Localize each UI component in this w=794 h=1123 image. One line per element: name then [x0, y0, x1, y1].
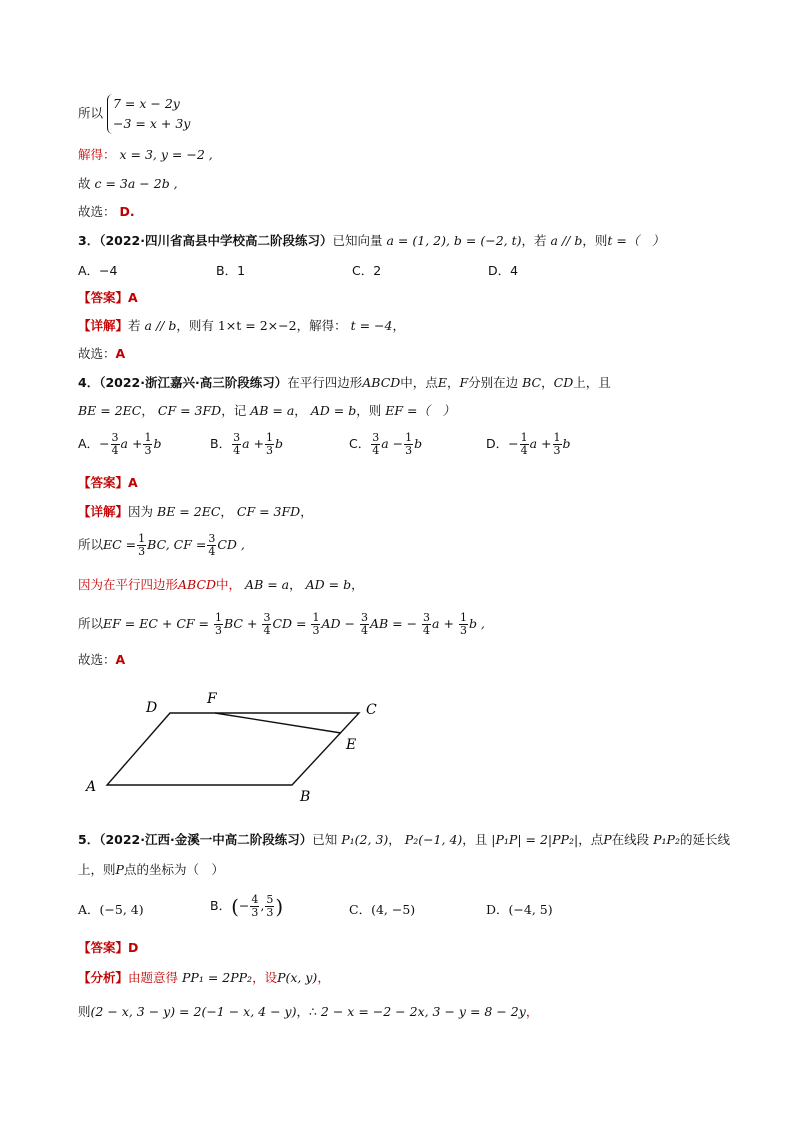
q4-so2-f2d: 4: [263, 624, 271, 637]
q5-source: （2022·江西·金溪一中高二阶段练习）: [99, 832, 313, 847]
label-a: A: [86, 779, 97, 795]
q4-so1-frac1-den: 3: [138, 545, 146, 558]
q4-option-c-letter: C．: [349, 436, 371, 451]
q5-option-b-frac2: [265, 894, 274, 919]
q5-text5: 的延长线: [679, 832, 730, 847]
q4-so1-frac1-num: 1: [138, 532, 146, 545]
q5-then-eq: (2 − x, 3 − y) = 2(−1 − x, 4 − y): [90, 1004, 297, 1019]
q4-option-b-num2: 1: [265, 431, 273, 444]
q4-because-comma: ，: [289, 577, 302, 592]
q4-so2-f5d: 4: [423, 624, 431, 637]
q5-then-b: ，∴: [296, 1004, 317, 1019]
q3-detail-eq: 1×t = 2×−2: [217, 318, 297, 333]
q4-option-d-vec: b: [562, 436, 571, 451]
q5-option-b-comma: ,: [260, 898, 265, 913]
q5-option-c[interactable]: C．(4, −5): [349, 902, 416, 917]
q5-answer: D: [128, 940, 139, 955]
q4-because-mid: 中，: [216, 577, 242, 592]
q4-option-d-num1: 1: [520, 431, 528, 444]
q3-detail-end: ，: [392, 318, 405, 333]
q4-option-b-den1: 4: [233, 444, 241, 457]
q4-text4: 上，且: [573, 375, 611, 390]
q5-option-d[interactable]: D．(−4, 5): [486, 902, 553, 917]
q4-because-end: ，: [351, 577, 364, 592]
q4-number: 4．: [78, 375, 100, 390]
q5-stem-line2: [78, 861, 224, 879]
q5-option-b-f1n: 4: [251, 893, 259, 906]
q3-answer: A: [128, 290, 138, 305]
q3-parallel: a // b: [550, 233, 583, 248]
q4-detail-label: 【详解】: [78, 504, 129, 519]
q4-so2-f4n: 3: [360, 611, 368, 624]
q4-comma-3: ，: [141, 403, 154, 418]
suoyi-text: 所以: [78, 105, 104, 121]
q5-analysis-end: ，: [317, 970, 330, 985]
q4-option-a-sign: −: [99, 436, 110, 451]
q4-cond-be: BE = 2EC: [78, 403, 142, 418]
q5-p2: P₂(−1, 4): [404, 832, 463, 847]
q5-text2: ，且: [462, 832, 488, 847]
q5-analysis-label: 【分析】: [78, 970, 129, 985]
q4-option-b-vec: b: [274, 436, 283, 451]
q3-detail-c: ，解得：: [296, 318, 347, 333]
q5-option-b-letter: B．: [210, 898, 232, 913]
q4-so1-b: BC, CF =: [147, 537, 207, 552]
q4-cond-cf: CF = 3FD: [157, 403, 222, 418]
label-c: C: [366, 702, 377, 718]
q3-ask: t =（ ）: [607, 233, 665, 248]
q5-analysis-eq: PP₁ = 2PP₂: [182, 970, 253, 985]
q3-vectors: a = (1, 2), b = (−2, t): [386, 233, 522, 248]
therefore-label: 故: [78, 176, 91, 191]
q4-option-b-letter: B．: [210, 436, 232, 451]
q5-text3: ，点: [578, 832, 604, 847]
q4-detail-end: ，: [300, 504, 313, 519]
q4-text1: 在平行四边形: [287, 375, 363, 390]
q4-def-ab: AB = a: [250, 403, 295, 418]
q4-option-a-letter: A．: [78, 436, 100, 451]
q4-detail-eq1: BE = 2EC: [157, 504, 221, 519]
q5-option-b-minus: −: [238, 898, 250, 913]
q4-option-c-mid: a −: [381, 436, 404, 451]
q3-text-a: 已知向量: [332, 233, 383, 248]
q4-detail-comma: ，: [220, 504, 233, 519]
q4-so1-c: CD ,: [217, 537, 245, 552]
q4-option-c-num1: 3: [372, 431, 380, 444]
q4-so2-label: 所以: [78, 616, 104, 631]
q3-detail-a: 若: [128, 318, 141, 333]
q3-number: 3．: [78, 233, 100, 248]
q4-option-a-den2: 3: [144, 444, 152, 457]
q4-answer-label: 【答案】: [78, 475, 129, 490]
q4-so2-expr: EF = EC + CF =: [103, 616, 210, 631]
q4-option-b-den2: 3: [265, 444, 273, 457]
q4-choose-label: 故选：: [78, 652, 116, 667]
q3-answer-label: 【答案】: [78, 290, 129, 305]
q5-answer-label: 【答案】: [78, 940, 129, 955]
q3-detail-b: ，则有: [176, 318, 214, 333]
q4-so2-f5n: 3: [423, 611, 431, 624]
q3-text-b: ，若: [521, 233, 547, 248]
q5-option-b-close: ): [275, 894, 284, 919]
q4-option-d-sign: −: [508, 436, 519, 451]
q4-option-a-mid: a +: [120, 436, 143, 451]
q5-comma: ，: [388, 832, 401, 847]
q4-option-c-den1: 4: [372, 444, 380, 457]
q4-text2: 中，点: [400, 375, 438, 390]
q4-so2-f1d: 3: [215, 624, 223, 637]
q5-cond: |P₁P| = 2|PP₂|: [491, 832, 579, 847]
q3-source: （2022·四川省高县中学校高二阶段练习）: [99, 233, 333, 248]
q4-text-ze: ，则: [356, 403, 382, 418]
q4-so1-frac2-den: 4: [208, 545, 216, 558]
q5-p1: P₁(2, 3): [341, 832, 389, 847]
q4-option-b-num1: 3: [233, 431, 241, 444]
q5-option-b-f2n: 5: [266, 893, 274, 906]
q4-option-d-letter: D．: [486, 436, 509, 451]
q3-option-c[interactable]: C．2: [352, 263, 382, 278]
choose-label: 故选：: [78, 204, 116, 219]
solve-value: x = 3, y = −2 ,: [119, 147, 213, 162]
q4-def-ad: AD = b: [310, 403, 357, 418]
q4-detail-text: 因为: [128, 504, 154, 519]
q4-so2-t6: b ,: [468, 616, 485, 631]
q4-because-eq2: AD = b: [305, 577, 352, 592]
q5-stem-line1: [78, 831, 730, 849]
q4-so2-t4: AB = −: [369, 616, 418, 631]
q4-point-f: F: [459, 375, 469, 390]
q4-so2-f3d: 3: [312, 624, 320, 637]
q4-so2-t1: BC +: [224, 616, 258, 631]
q5-text4: 在线段: [611, 832, 650, 847]
q5-line2-a: 上，则: [78, 862, 116, 877]
q4-so2-t2: CD =: [272, 616, 307, 631]
solve-label: 解得：: [78, 147, 116, 162]
q5-analysis-line: [78, 969, 330, 987]
q4-so2-f4d: 4: [360, 624, 368, 637]
q4-so2-f6n: 1: [459, 611, 467, 624]
q5-p: P: [603, 832, 612, 847]
q5-option-b-f1d: 3: [251, 906, 259, 919]
q4-side-cd: CD: [553, 375, 574, 390]
q5-analysis-a: 由题意得: [128, 970, 179, 985]
q4-option-d-den2: 3: [553, 444, 561, 457]
q4-because-abcd: ABCD: [178, 577, 217, 592]
q5-analysis-p: P(x, y): [277, 970, 318, 985]
q5-then-res: 2 − x = −2 − 2x, 3 − y = 8 − 2y: [320, 1004, 526, 1019]
system-eq-1: 7 = x − 2y: [113, 96, 180, 111]
q5-number: 5．: [78, 832, 100, 847]
choose-answer: D.: [119, 204, 135, 219]
q3-choose-label: 故选：: [78, 346, 116, 361]
q4-so1-a: EC =: [103, 537, 137, 552]
q5-then-line: [78, 1003, 538, 1021]
q5-option-b-frac1: [250, 894, 259, 919]
q4-comma-2: ，: [541, 375, 554, 390]
q4-option-a-num2: 1: [144, 431, 152, 444]
q4-so2-f2n: 3: [263, 611, 271, 624]
q5-option-b[interactable]: [210, 894, 283, 919]
q5-line2-end: 点的坐标为（ ）: [123, 862, 224, 877]
q4-so1-frac2-num: 3: [208, 532, 216, 545]
label-e: E: [346, 737, 357, 753]
q3-detail-label: 【详解】: [78, 318, 129, 333]
q4-comma: ，: [446, 375, 460, 390]
q4-option-d-mid: a +: [529, 436, 552, 451]
q4-because-eq1: AB = a: [245, 577, 290, 592]
label-d: D: [146, 700, 158, 716]
q3-option-d[interactable]: D．4: [488, 263, 519, 278]
q5-answer-line: [78, 939, 138, 957]
q4-text-ji: ，记: [221, 403, 247, 418]
q4-option-c-vec: b: [414, 436, 423, 451]
q5-option-b-open: (: [231, 894, 239, 919]
q4-option-b-mid: a +: [242, 436, 264, 451]
q3-detail-parallel: a // b: [144, 318, 177, 333]
q4-abcd: ABCD: [362, 375, 401, 390]
q4-so1-label: 所以: [78, 537, 104, 552]
q4-so2-f3n: 1: [312, 611, 320, 624]
q4-so2-t5: a +: [432, 616, 454, 631]
q5-analysis-b: ，设: [252, 970, 278, 985]
q3-option-a[interactable]: A．−4: [78, 263, 118, 278]
q4-option-a-num1: 3: [111, 431, 119, 444]
q4-detail-eq2: CF = 3FD: [236, 504, 301, 519]
system-eq-2: −3 = x + 3y: [113, 116, 191, 131]
q4-answer: A: [128, 475, 138, 490]
q5-seg: P₁P₂: [653, 832, 680, 847]
label-f: F: [207, 691, 217, 707]
q5-then-end: ，: [525, 1004, 539, 1019]
q5-line2-p: P: [115, 862, 124, 877]
q3-choose-answer: A: [115, 346, 126, 361]
label-b: B: [300, 789, 311, 805]
q4-point-e: E: [437, 375, 447, 390]
q3-text-c: ，则: [582, 233, 608, 248]
q5-text1: 已知: [312, 832, 338, 847]
segment-fe: [215, 713, 341, 733]
q4-side-bc: BC: [522, 375, 542, 390]
q4-because-text: 因为在平行四边形: [78, 577, 179, 592]
q4-option-d-den1: 4: [520, 444, 528, 457]
q4-option-d-num2: 1: [553, 431, 561, 444]
parallelogram-abcd: [107, 713, 359, 785]
q5-option-a[interactable]: A．(−5, 4): [78, 902, 144, 917]
therefore-value: c = 3a − 2b ,: [94, 176, 178, 191]
q3-detail-result: t = −4: [350, 318, 393, 333]
q4-choose-answer: A: [115, 652, 126, 667]
q4-text3: 分别在边: [468, 375, 519, 390]
q4-so2-t3: AD −: [321, 616, 355, 631]
q5-option-b-f2d: 3: [266, 906, 274, 919]
q4-so2-f1n: 1: [215, 611, 223, 624]
q4-so2-f6d: 3: [459, 624, 467, 637]
q4-comma-4: ，: [294, 403, 307, 418]
q4-ask-ef: EF =（ ）: [385, 403, 456, 418]
q4-option-a-den1: 4: [111, 444, 119, 457]
q4-source: （2022·浙江嘉兴·高三阶段练习）: [99, 375, 288, 390]
q3-option-b[interactable]: B．1: [216, 263, 246, 278]
q4-option-c-num2: 1: [405, 431, 413, 444]
q4-option-a-vec: b: [153, 436, 162, 451]
q4-option-c-den2: 3: [405, 444, 413, 457]
q5-then-label: 则: [78, 1004, 91, 1019]
